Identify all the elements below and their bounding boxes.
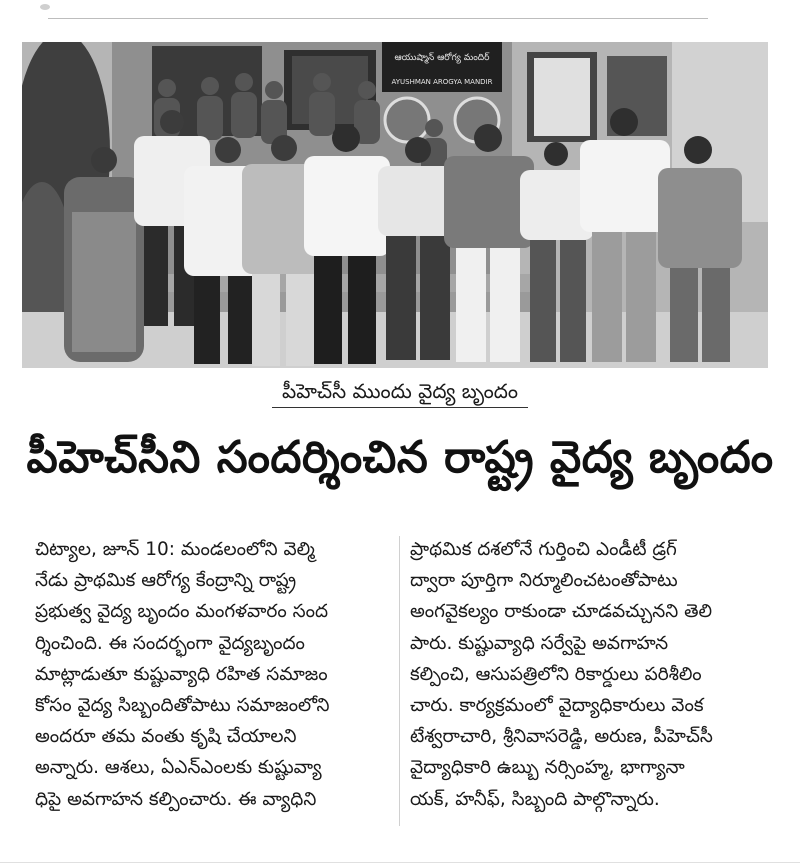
article-line: యక్, హనీఫ్, సిబ్బంది పాల్గొన్నారు. [410,788,660,810]
clinic-sign-text-en: AYUSHMAN AROGYA MANDIR [391,78,493,86]
article-line: అంగవైకల్యం రాకుండా చూడవచ్చునని తెలి [410,601,713,623]
article-line: వైద్యాధికారి ఉబ్బు నర్సింహ్మ, భాగ్యానా [410,757,685,779]
group-photo [22,42,768,368]
article-line: అందరూ తమ వంతు కృషి చేయాలని [35,726,297,748]
article-line: మాట్లాడుతూ కుష్టువ్యాధి రహిత సమాజం [35,663,328,685]
article-column-left [35,534,392,815]
article-line: ధిపై అవగాహన కల్పించారు. ఈ వ్యాధిని [35,788,317,810]
article-line: ప్రాథమిక దశలోనే గుర్తించి ఎండీటీ డ్రగ్ [410,539,677,560]
article-line: అన్నారు. ఆశలు, ఏఎన్ఎంలకు కుష్టువ్యా [35,757,322,779]
article-line: టేశ్వరాచారి, శ్రీనివాసరెడ్డి, అరుణ, పీహెచ్‌సీ [410,726,713,748]
article-line: చిట్యాల, జూన్ 10: మండలంలోని వెల్మి [35,539,315,560]
article-line: ప్రభుత్వ వైద్య బృందం మంగళవారం సంద [35,601,329,623]
page-edge-mark [40,4,50,10]
article-column-right [410,534,767,815]
article-line: ర్శించింది. ఈ సందర్భంగా వైద్యబృందం [35,632,305,654]
bottom-rule [0,862,800,863]
top-rule [48,18,708,19]
photo-caption-text: పీహెచ్‌సీ ముందు వైద్య బృందం [272,378,528,408]
column-divider [399,536,400,826]
group-photo-illustration [22,42,768,368]
article-line: నేడు ప్రాథమిక ఆరోగ్య కేంద్రాన్ని రాష్ట్ర [35,570,297,592]
article-line: ద్వారా పూర్తిగా నిర్మూలించటంతోపాటు [410,570,678,592]
article-line: కోసం వైద్య సిబ్బందితోపాటు సమాజంలోని [35,695,330,717]
article-line: చారు. కార్యక్రమంలో వైద్యాధికారులు వెంక [410,695,704,717]
photo-caption [0,378,800,414]
clinic-sign-text: ఆయుష్మాన్ ఆరోగ్య మందిర్ [394,53,490,63]
article-line: కల్పించి, ఆసుపత్రిలోని రికార్డులు పరిశీలిం [410,663,702,685]
article-headline: పీహెచ్‌సీని సందర్శించిన రాష్ట్ర వైద్య బృందం [26,432,774,483]
article-line: పారు. కుష్టువ్యాధి సర్వేపై అవగాహన [410,632,669,654]
